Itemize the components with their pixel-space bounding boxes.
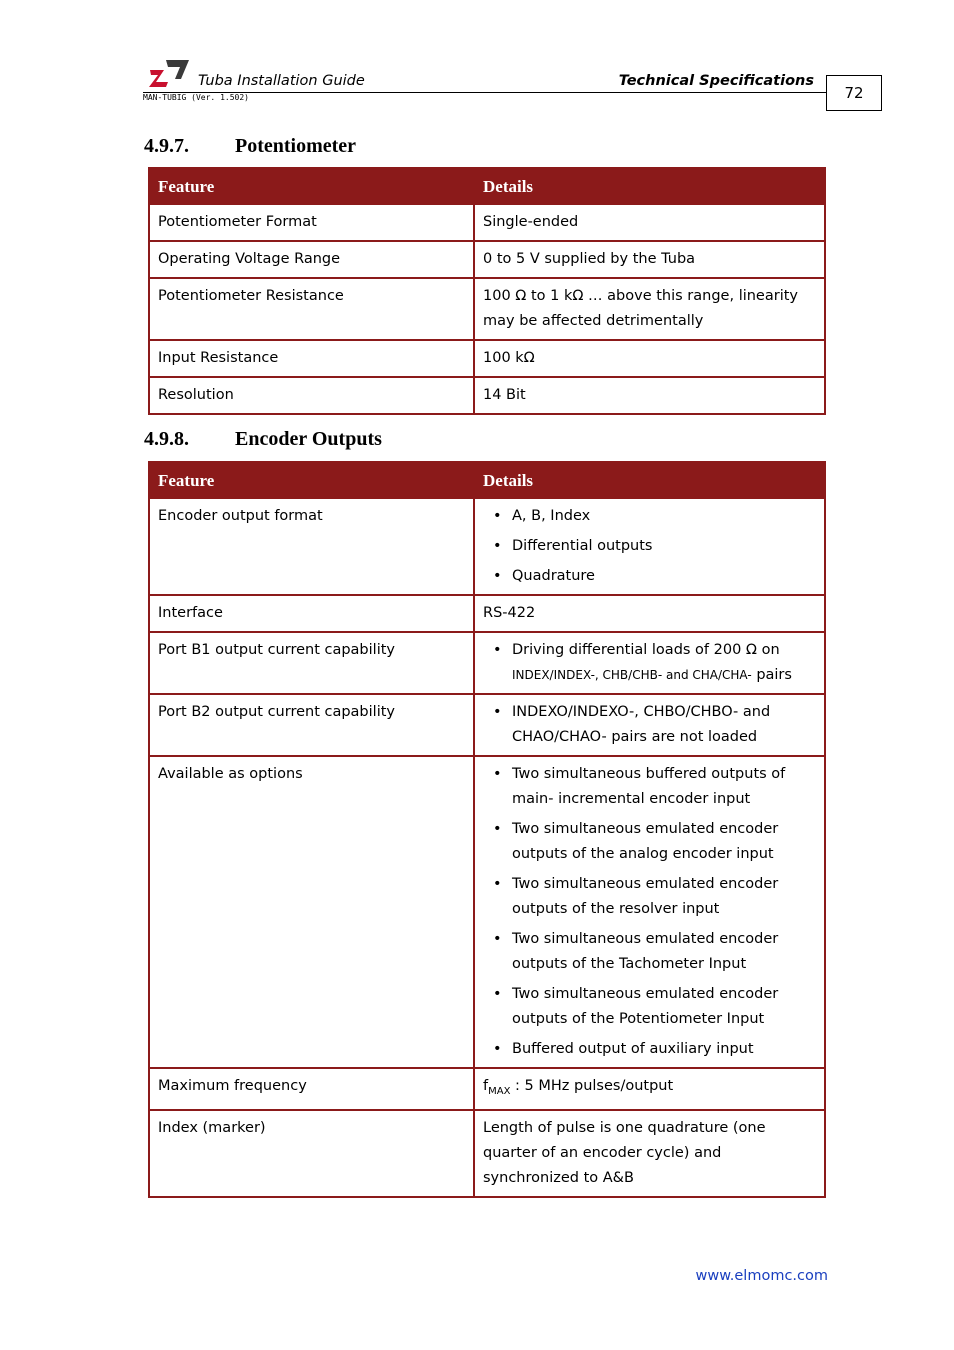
list-item: • Quadrature <box>483 564 816 589</box>
table-row <box>149 278 825 340</box>
feature-cell: Available as options <box>149 756 474 1068</box>
page-number: 72 <box>826 75 882 111</box>
list-item: • Differential outputs <box>483 534 816 559</box>
encoder-outputs-table <box>148 461 826 1198</box>
section-number: 4.9.7. <box>144 135 189 157</box>
doc-version: MAN-TUBIG (Ver. 1.502) <box>143 93 249 102</box>
list-item: • Buffered output of auxiliary input <box>483 1037 816 1062</box>
list-item: • Two simultaneous emulated encoder outputs of the Potentiometer Input <box>483 982 816 1032</box>
guide-title: Tuba Installation Guide <box>198 73 365 89</box>
port-b1-pairs: INDEX/INDEX-, CHB/CHB- and CHA/CHA- <box>512 668 752 682</box>
bullet-list <box>483 700 816 750</box>
table-row <box>149 241 825 278</box>
table-row <box>149 340 825 377</box>
feature-cell: Resolution <box>149 377 474 414</box>
list-item: • Two simultaneous emulated encoder outputs of the analog encoder input <box>483 817 816 867</box>
details-cell: Single-ended <box>474 204 825 241</box>
bullet-list <box>483 638 816 688</box>
fmax-symbol: f <box>483 1078 489 1094</box>
section-title-text: Potentiometer <box>235 135 357 157</box>
elmo-logo <box>148 58 190 88</box>
bullet-list <box>483 762 816 1062</box>
feature-cell: Potentiometer Resistance <box>149 278 474 340</box>
feature-cell: Operating Voltage Range <box>149 241 474 278</box>
table-row <box>149 756 825 1068</box>
list-item: • Two simultaneous emulated encoder outputs of the resolver input <box>483 872 816 922</box>
details-cell <box>474 632 825 694</box>
table-header-row <box>149 462 825 498</box>
table-row <box>149 632 825 694</box>
port-b1-tail: pairs <box>756 667 792 683</box>
header-details: Details <box>474 168 825 204</box>
table-row <box>149 204 825 241</box>
header-details: Details <box>474 462 825 498</box>
table-row <box>149 1068 825 1110</box>
list-item: • A, B, Index <box>483 504 816 529</box>
feature-cell: Encoder output format <box>149 498 474 595</box>
details-cell <box>474 694 825 756</box>
feature-cell: Maximum frequency <box>149 1068 474 1110</box>
table-row <box>149 595 825 632</box>
details-cell: RS-422 <box>474 595 825 632</box>
header-feature: Feature <box>149 462 474 498</box>
details-cell <box>474 756 825 1068</box>
feature-cell: Interface <box>149 595 474 632</box>
feature-cell: Input Resistance <box>149 340 474 377</box>
list-item <box>483 638 816 688</box>
table-header-row <box>149 168 825 204</box>
table-row <box>149 377 825 414</box>
feature-cell: Port B2 output current capability <box>149 694 474 756</box>
footer-website-link[interactable]: www.elmomc.com <box>695 1268 828 1284</box>
table-row <box>149 1110 825 1197</box>
list-item: • Two simultaneous emulated encoder outputs of the Tachometer Input <box>483 927 816 977</box>
details-cell: 100 kΩ <box>474 340 825 377</box>
details-cell <box>474 1068 825 1110</box>
feature-cell: Port B1 output current capability <box>149 632 474 694</box>
section-title: Technical Specifications <box>618 73 814 89</box>
section-heading-encoder-outputs <box>144 428 382 451</box>
fmax-subscript: MAX <box>488 1085 511 1097</box>
section-title-text: Encoder Outputs <box>235 428 382 450</box>
details-cell: 14 Bit <box>474 377 825 414</box>
fmax-value: : 5 MHz pulses/output <box>515 1078 674 1094</box>
details-cell: Length of pulse is one quadrature (one quarter of an encoder cycle) and synchronized to A&B <box>474 1110 825 1197</box>
section-heading-potentiometer <box>144 135 356 158</box>
list-item: • Two simultaneous buffered outputs of main- incremental encoder input <box>483 762 816 812</box>
details-cell <box>474 498 825 595</box>
section-number: 4.9.8. <box>144 428 189 450</box>
table-row <box>149 694 825 756</box>
potentiometer-table <box>148 167 826 415</box>
feature-cell: Index (marker) <box>149 1110 474 1197</box>
table-row <box>149 498 825 595</box>
port-b1-line1: Driving differential loads of 200 Ω on <box>512 642 780 658</box>
feature-cell: Potentiometer Format <box>149 204 474 241</box>
bullet-list <box>483 504 816 589</box>
details-cell: 100 Ω to 1 kΩ … above this range, linearity may be affected detrimentally <box>474 278 825 340</box>
header-feature: Feature <box>149 168 474 204</box>
list-item: • INDEXO/INDEXO-, CHBO/CHBO- and CHAO/CHAO- pairs are not loaded <box>483 700 816 750</box>
details-cell: 0 to 5 V supplied by the Tuba <box>474 241 825 278</box>
